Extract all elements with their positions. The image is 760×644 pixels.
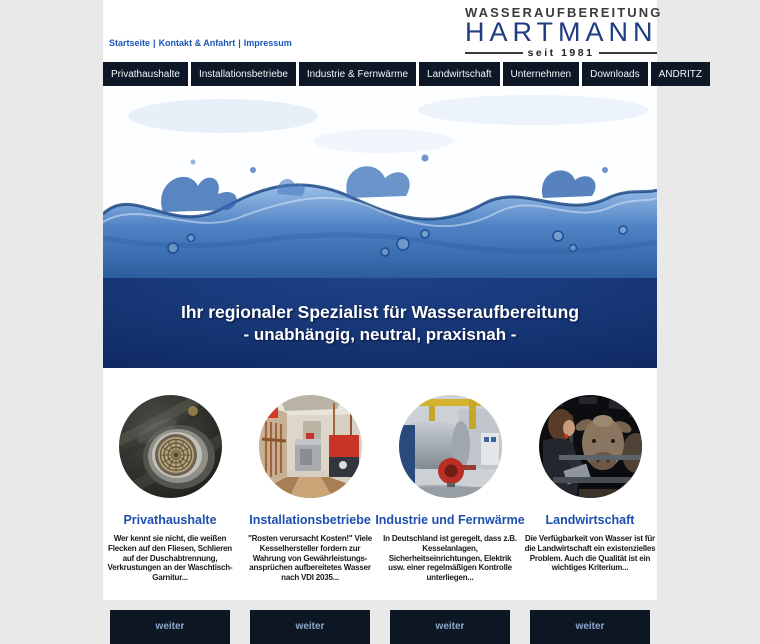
card-text: Die Verfügbarkeit von Wasser ist für die Landwirtschaft ein existenzielles Problem. Auch die Qualität ist ein wichtiges Kriterium...	[524, 534, 656, 573]
link-impressum[interactable]: Impressum	[243, 38, 292, 48]
link-startseite[interactable]: Startseite	[109, 38, 151, 48]
card-text: In Deutschland ist geregelt, dass z.B. Kesselanlagen, Sicherheitseinrichtungen, Elektrik usw. einer regelmäßigen Kontrolle unterliegen...	[383, 534, 517, 583]
weiter-button[interactable]: weiter	[390, 610, 510, 644]
nav-item-installationsbetriebe[interactable]: Installationsbetriebe	[191, 62, 296, 86]
nav-item-landwirtschaft[interactable]: Landwirtschaft	[419, 62, 499, 86]
brand-since: seit 1981	[527, 47, 595, 59]
brand-since-row	[465, 47, 657, 59]
card-title: Privathaushalte	[123, 513, 217, 527]
content-column	[103, 0, 702, 632]
rule-left	[465, 52, 523, 54]
card-landwirtschaft	[523, 395, 657, 632]
card-text: "Rosten verursacht Kosten!" Viele Kesselhersteller fordern zur Wahrung von Gewährleistungs-ansprüchen aufbereitetes Wasser nach VDI 2035...	[248, 534, 372, 583]
card-title: Landwirtschaft	[545, 513, 635, 527]
livestock-photo[interactable]	[539, 395, 642, 498]
card-title: Industrie und Fernwärme	[375, 513, 525, 527]
header	[103, 0, 663, 62]
teaser-cards-section	[103, 368, 657, 632]
nav-item-unternehmen[interactable]: Unternehmen	[503, 62, 580, 86]
card-industrie-fernwaerme	[375, 395, 525, 632]
main-nav	[103, 62, 702, 86]
card-privathaushalte	[103, 395, 237, 632]
link-separator: |	[153, 38, 156, 48]
link-separator: |	[238, 38, 241, 48]
nav-item-downloads[interactable]: Downloads	[582, 62, 647, 86]
weiter-button[interactable]: weiter	[530, 610, 650, 644]
card-title: Installationsbetriebe	[249, 513, 371, 527]
brand-name: HARTMANN	[465, 17, 658, 47]
banner-line-2: - unabhängig, neutral, praxisnah -	[243, 325, 517, 344]
water-splash-image	[103, 86, 657, 278]
nav-item-industrie-fernwaerme[interactable]: Industrie & Fernwärme	[299, 62, 416, 86]
brand-top-line: WASSERAUFBEREITUNG	[465, 5, 663, 20]
hero-banner	[103, 278, 657, 368]
brand-logo[interactable]	[465, 5, 663, 59]
weiter-button[interactable]: weiter	[110, 610, 230, 644]
industrial-boiler-photo[interactable]	[399, 395, 502, 498]
weiter-button[interactable]: weiter	[250, 610, 370, 644]
card-installationsbetriebe	[243, 395, 377, 632]
header-links	[109, 38, 292, 48]
nav-item-privathaushalte[interactable]: Privathaushalte	[103, 62, 188, 86]
boiler-room-photo[interactable]	[259, 395, 362, 498]
banner-line-1: Ihr regionaler Spezialist für Wasseraufbereitung	[180, 302, 580, 322]
nav-item-andritz[interactable]: ANDRITZ	[651, 62, 710, 86]
link-kontakt-anfahrt[interactable]: Kontakt & Anfahrt	[158, 38, 236, 48]
card-text: Wer kennt sie nicht, die weißen Flecken auf den Fliesen, Schlieren auf der Duschabtrennung, Verkrustungen an der Waschtisch-Garnitur...	[107, 534, 233, 583]
faucet-aerator-photo[interactable]	[119, 395, 222, 498]
rule-right	[599, 52, 657, 54]
